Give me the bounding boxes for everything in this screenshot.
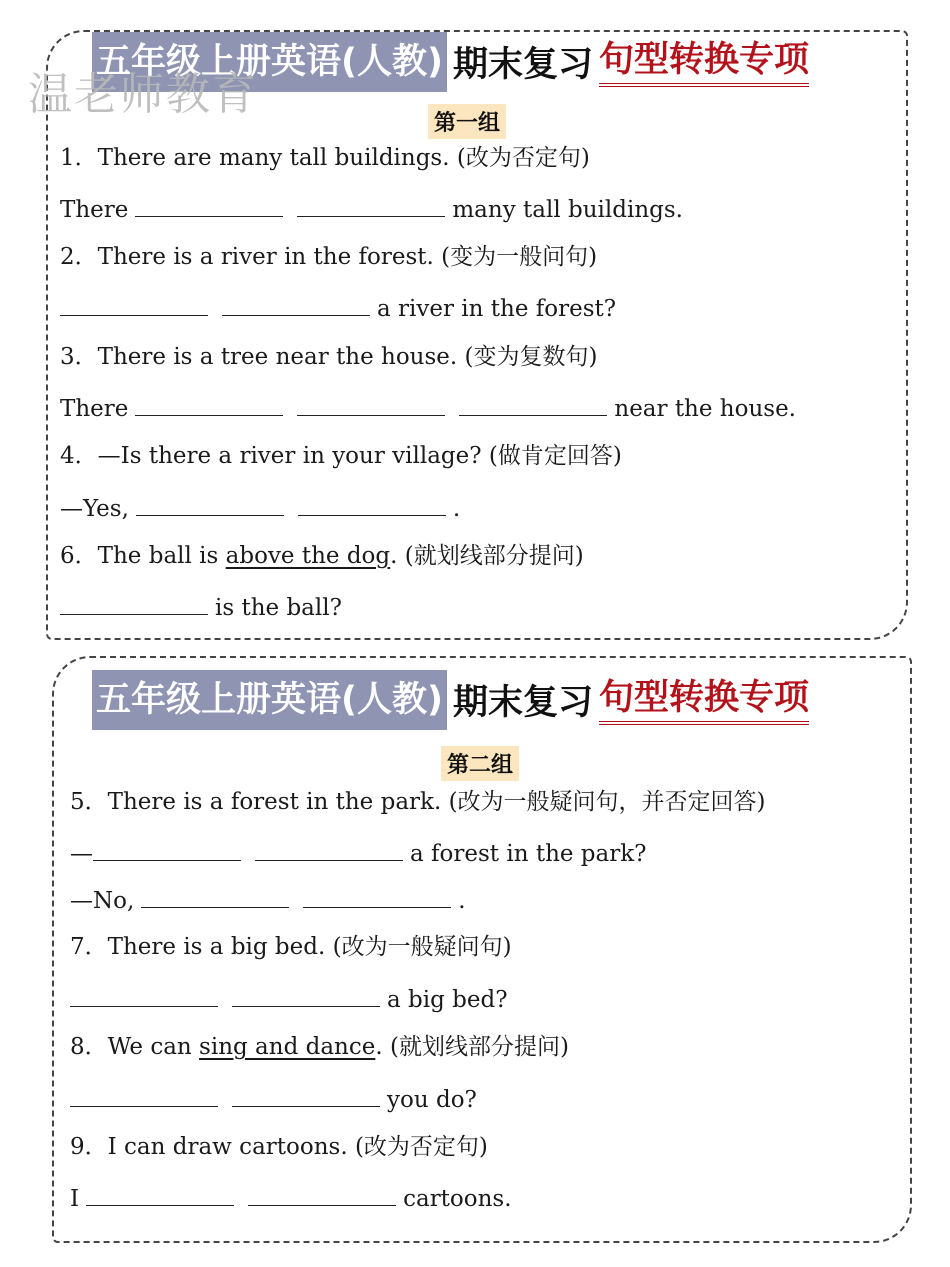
title-middle: 期末复习 — [453, 683, 594, 723]
question-5 — [70, 787, 766, 817]
question-text: There is a tree near the house. (变为复数句) — [97, 344, 598, 370]
answer-start: I — [70, 1186, 80, 1212]
question-1 — [60, 143, 590, 173]
answer-start: There — [60, 197, 129, 223]
answer-blank[interactable] — [297, 393, 445, 416]
answer-4 — [60, 493, 460, 524]
section-title-2 — [92, 670, 809, 730]
answer-6 — [60, 592, 342, 623]
answer-5-reply — [70, 885, 466, 916]
answer-blank[interactable] — [303, 885, 451, 908]
title-red: 句型转换专项 — [599, 37, 809, 87]
question-6 — [60, 541, 584, 571]
watermark: 温老师教育 — [28, 69, 258, 120]
answer-blank[interactable] — [298, 493, 446, 516]
answer-end: many tall buildings. — [452, 197, 683, 223]
answer-8 — [70, 1084, 477, 1115]
answer-start: — — [70, 841, 93, 867]
question-number: 7． — [70, 934, 108, 960]
answer-end: near the house. — [614, 396, 796, 422]
title-middle: 期末复习 — [453, 45, 594, 85]
question-number: 2． — [60, 244, 98, 270]
question-number: 8． — [70, 1034, 108, 1060]
answer-blank[interactable] — [232, 984, 380, 1007]
answer-end: a river in the forest? — [377, 296, 617, 322]
answer-blank[interactable] — [136, 493, 284, 516]
question-3 — [60, 342, 597, 372]
title-red: 句型转换专项 — [599, 675, 809, 725]
answer-blank[interactable] — [141, 885, 289, 908]
answer-blank[interactable] — [255, 838, 403, 861]
answer-3 — [60, 393, 796, 424]
answer-start: There — [60, 396, 129, 422]
question-text: There are many tall buildings. (改为否定句) — [97, 145, 590, 171]
question-4 — [60, 441, 622, 471]
question-text: I can draw cartoons. (改为否定句) — [107, 1134, 488, 1160]
answer-blank[interactable] — [297, 194, 445, 217]
answer-end: cartoons. — [403, 1186, 512, 1212]
answer-end: a forest in the park? — [410, 841, 647, 867]
answer-end: is the ball? — [215, 595, 342, 621]
answer-2 — [60, 293, 616, 324]
underlined-phrase: sing and dance — [199, 1034, 376, 1060]
question-number: 9． — [70, 1134, 108, 1160]
question-number: 4． — [60, 443, 98, 469]
underlined-phrase: above the dog — [225, 543, 391, 569]
question-text: There is a big bed. (改为一般疑问句) — [107, 934, 512, 960]
answer-blank[interactable] — [459, 393, 607, 416]
answer-end: . — [458, 888, 466, 914]
answer-blank[interactable] — [60, 592, 208, 615]
title-highlight: 五年级上册英语(人教) — [92, 670, 447, 730]
answer-start: —Yes, — [60, 496, 129, 522]
answer-blank[interactable] — [248, 1183, 396, 1206]
question-number: 6． — [60, 543, 98, 569]
answer-blank[interactable] — [86, 1183, 234, 1206]
question-number: 5． — [70, 789, 108, 815]
answer-blank[interactable] — [222, 293, 370, 316]
answer-5 — [70, 838, 647, 869]
answer-blank[interactable] — [60, 293, 208, 316]
question-text-pre: We can — [107, 1034, 200, 1060]
question-text-post: . (就划线部分提问) — [375, 1034, 569, 1060]
answer-blank[interactable] — [70, 984, 218, 1007]
question-9 — [70, 1132, 488, 1162]
answer-7 — [70, 984, 508, 1015]
answer-start: —No, — [70, 888, 135, 914]
question-text: There is a river in the forest. (变为一般问句) — [97, 244, 598, 270]
answer-end: . — [452, 496, 461, 522]
answer-9 — [70, 1183, 512, 1214]
question-number: 1． — [60, 145, 98, 171]
group-label-1: 第一组 — [428, 104, 506, 139]
answer-blank[interactable] — [135, 194, 283, 217]
question-2 — [60, 242, 597, 272]
title-highlight: 五年级上册英语(人教) — [92, 32, 447, 92]
answer-blank[interactable] — [135, 393, 283, 416]
question-text-pre: The ball is — [97, 543, 226, 569]
answer-1 — [60, 194, 683, 225]
question-7 — [70, 932, 512, 962]
question-number: 3． — [60, 344, 98, 370]
answer-blank[interactable] — [93, 838, 241, 861]
answer-end: you do? — [387, 1087, 477, 1113]
question-text: —Is there a river in your village? (做肯定回答) — [97, 443, 622, 469]
question-8 — [70, 1032, 569, 1062]
answer-end: a big bed? — [387, 987, 508, 1013]
question-text-post: . (就划线部分提问) — [390, 543, 584, 569]
group-label-2: 第二组 — [441, 746, 519, 781]
answer-blank[interactable] — [70, 1084, 218, 1107]
question-text: There is a forest in the park. (改为一般疑问句，并否定回答) — [107, 789, 766, 815]
answer-blank[interactable] — [232, 1084, 380, 1107]
